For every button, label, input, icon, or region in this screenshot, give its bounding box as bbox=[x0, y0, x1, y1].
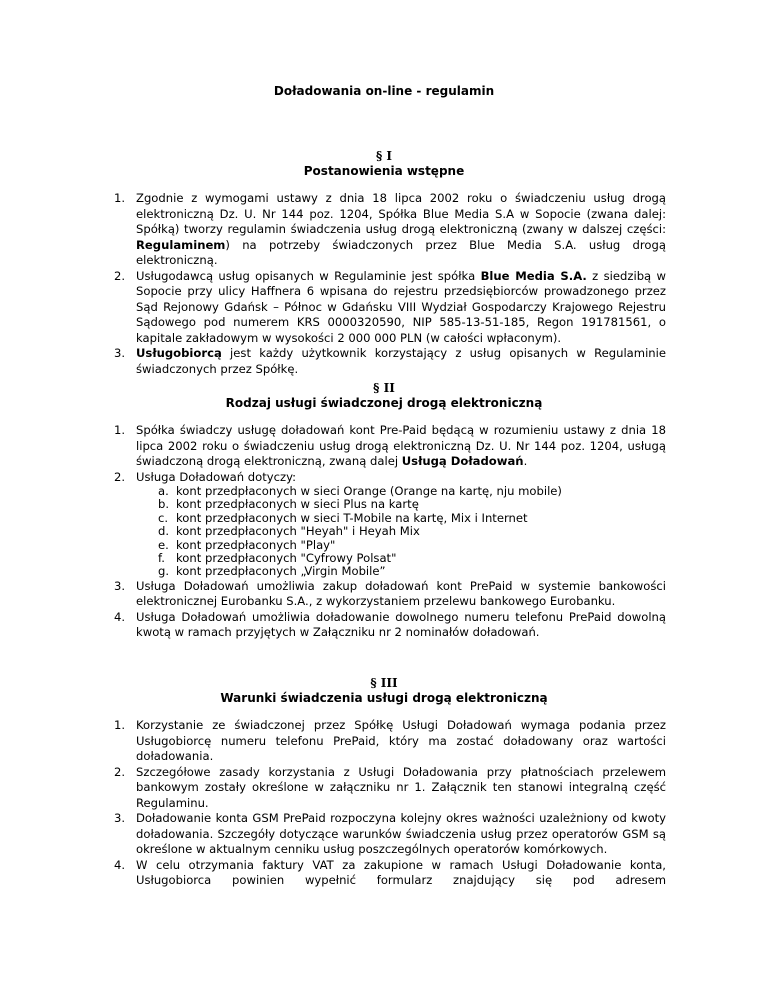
item-number: 4. bbox=[114, 609, 126, 624]
item-number: 1. bbox=[114, 718, 126, 732]
item-number: 2. bbox=[114, 469, 126, 484]
item-number: 2. bbox=[114, 764, 126, 779]
sublist-item bbox=[136, 498, 666, 511]
sublist-text: kont przedpłaconych "Cyfrowy Polsat" bbox=[176, 551, 397, 566]
list-item bbox=[0, 610, 666, 641]
sublist-letter: d. bbox=[158, 524, 170, 539]
section-1-list bbox=[0, 191, 666, 377]
section-2-list bbox=[0, 423, 666, 641]
sublist-text: kont przedpłaconych w sieci Plus na kartę bbox=[176, 497, 419, 512]
sublist-letter: g. bbox=[158, 564, 170, 579]
sublist-item bbox=[136, 525, 666, 538]
item-text: Spółka świadczy usługę doładowań kont Pre-Paid będącą w rozumieniu ustawy z dnia 18 lipca 2002 roku o świadczeniu usług drogą elektroniczną Dz. U. Nr 144 poz. 1204, usługą świadczoną drogą elektroniczną, zwaną dalej bbox=[136, 423, 666, 468]
item-bold-text: Usługobiorcą bbox=[136, 346, 222, 360]
sublist-text: kont przedpłaconych "Play" bbox=[176, 537, 336, 552]
list-item bbox=[0, 346, 666, 377]
item-text: jest każdy użytkownik korzystający z usług opisanych w Regulaminie świadczonych przez Spółkę. bbox=[136, 346, 666, 376]
section-1-heading: Postanowienia wstępne bbox=[303, 164, 465, 178]
item-number: 1. bbox=[114, 423, 126, 437]
list-item bbox=[0, 765, 666, 812]
section-3-number: § III bbox=[370, 676, 398, 690]
item-text: Szczegółowe zasady korzystania z Usługi Doładowania przy płatnościach przelewem bankowym zostały określone w załączniku nr 1. Załącznik ten stanowi integralną część Regulaminu. bbox=[136, 764, 666, 810]
sublist-text: kont przedpłaconych „Virgin Mobile” bbox=[176, 564, 386, 579]
item-text: Zgodnie z wymogami ustawy z dnia 18 lipca 2002 roku o świadczeniu usług drogą elektroniczną Dz. U. Nr 144 poz. 1204, Spółka Blue Media S.A w Sopocie (zwana dalej: Spółką) tworzy regulamin świadczenia usług drogą elektroniczną (zwany w dalszej części: bbox=[136, 191, 666, 236]
section-1-header bbox=[0, 149, 768, 179]
item-number: 2. bbox=[114, 268, 126, 283]
item-number: 4. bbox=[114, 857, 126, 872]
section-1-number: § I bbox=[375, 149, 393, 163]
item-bold-text: Blue Media S.A. bbox=[480, 268, 587, 283]
sublist-text: kont przedpłaconych "Heyah" i Heyah Mix bbox=[176, 524, 420, 539]
item-text: z siedzibą w Sopocie przy ulicy Haffnera 6 wpisana do rejestru przedsiębiorców prowadzonego przez Sąd Rejonowy Gdańsk – Północ w Gdańsku VIII Wydział Gospodarczy Krajowego Rejestru Sądowego pod numerem KRS 0000320590, NIP 585-13-51-185, Regon 191781561, o kapitale zakładowym w wysokości 2 000 000 PLN (w całości wpłaconym). bbox=[136, 268, 667, 345]
list-item bbox=[0, 423, 666, 470]
section-3-list bbox=[0, 718, 666, 889]
list-item bbox=[0, 579, 666, 610]
sublist-letter: e. bbox=[158, 537, 169, 552]
list-item bbox=[0, 811, 666, 858]
sublist-item bbox=[136, 565, 666, 578]
sublist-item bbox=[136, 485, 666, 498]
sublist-letter: c. bbox=[158, 510, 169, 525]
section-2-header bbox=[0, 381, 768, 411]
item-number: 3. bbox=[114, 346, 126, 360]
item-text: Korzystanie ze świadczonej przez Spółkę Usługi Doładowań wymaga podania przez Usługobiorcę numeru telefonu PrePaid, który ma zostać doładowany oraz wartości doładowania. bbox=[136, 718, 666, 763]
item-text: Usługa Doładowań umożliwia doładowanie dowolnego numeru telefonu PrePaid dowolną kwotą w ramach przyjętych w Załączniku nr 2 nominałów doładowań. bbox=[136, 609, 666, 640]
section-3-heading: Warunki świadczenia usługi drogą elektroniczną bbox=[220, 691, 548, 705]
sublist-item bbox=[136, 539, 666, 552]
item-text: Usługodawcą usług opisanych w Regulaminie jest spółka bbox=[136, 268, 481, 283]
item-text: Usługa Doładowań umożliwia zakup doładowań kont PrePaid w systemie bankowości elektronicznej Eurobanku S.A., z wykorzystaniem przelewu bankowego Eurobanku. bbox=[136, 578, 666, 609]
item-bold-text: Usługą Doładowań bbox=[401, 454, 524, 468]
sublist-item bbox=[136, 552, 666, 565]
item-text: W celu otrzymania faktury VAT za zakupione w ramach Usługi Doładowanie konta, Usługobiorca powinien wypełnić formularz znajdujący się pod adresem bbox=[136, 857, 666, 887]
sublist-letter: a. bbox=[158, 484, 169, 498]
list-item bbox=[0, 858, 666, 889]
section-2-number: § II bbox=[373, 381, 395, 395]
list-item bbox=[0, 470, 666, 579]
sublist-letter: f. bbox=[158, 551, 165, 566]
item-number: 1. bbox=[114, 191, 126, 205]
list-item bbox=[0, 191, 666, 269]
item-text: Usługa Doładowań dotyczy: bbox=[136, 469, 297, 484]
section-2-heading: Rodzaj usługi świadczonej drogą elektroniczną bbox=[225, 396, 543, 410]
sublist-item bbox=[136, 512, 666, 525]
item-text: . bbox=[523, 454, 528, 468]
document-title: Doładowania on-line - regulamin bbox=[273, 84, 495, 98]
item-number: 3. bbox=[114, 811, 126, 825]
item-text: Doładowanie konta GSM PrePaid rozpoczyna kolejny okres ważności uzależniony od kwoty doładowania. Szczegóły dotyczące warunków świadczenia usług przez operatorów GSM są określone w aktualnym cenniku usług poszczególnych operatorów komórkowych. bbox=[136, 811, 666, 856]
item-text: ) na potrzeby świadczonych przez Blue Media S.A. usług drogą elektroniczną. bbox=[136, 237, 666, 267]
item-bold-text: Regulaminem bbox=[136, 237, 226, 252]
list-item bbox=[0, 718, 666, 765]
sublist-text: kont przedpłaconych w sieci Orange (Orange na kartę, nju mobile) bbox=[176, 484, 562, 498]
section-3-header bbox=[0, 676, 768, 706]
list-item bbox=[0, 269, 666, 347]
sublist-text: kont przedpłaconych w sieci T-Mobile na kartę, Mix i Internet bbox=[176, 510, 528, 525]
sublist-letter: b. bbox=[158, 497, 170, 512]
item-number: 3. bbox=[114, 578, 126, 593]
operator-sublist bbox=[136, 485, 666, 579]
